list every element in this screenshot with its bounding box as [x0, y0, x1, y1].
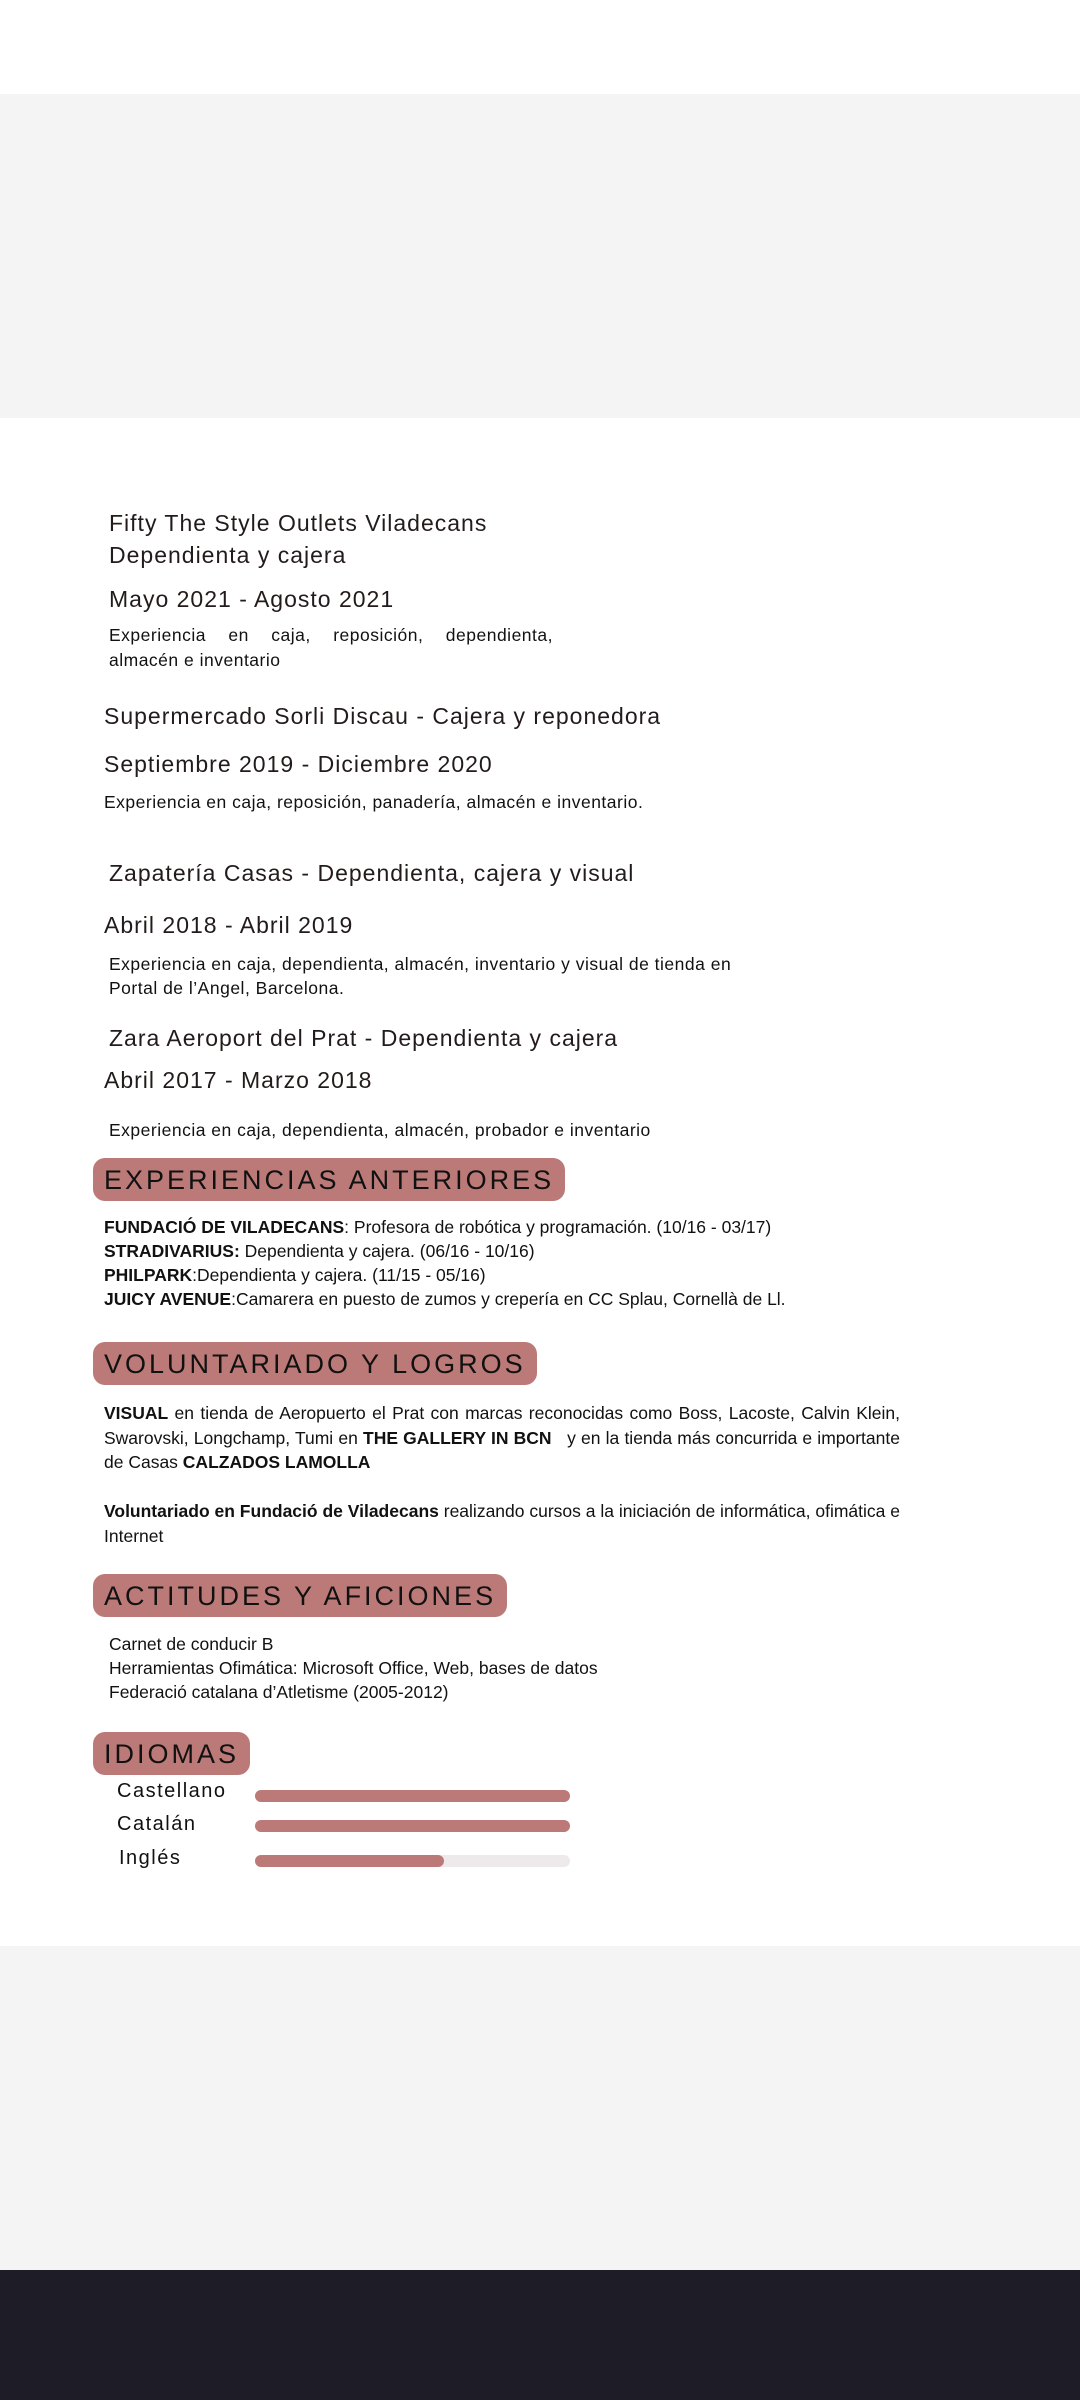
item-text: Camarera en puesto de zumos y crepería en CC Splau, Cornellà de Ll. [235, 1289, 786, 1309]
job-dates: Abril 2018 - Abril 2019 [104, 912, 354, 938]
job-dates: Abril 2017 - Marzo 2018 [104, 1067, 373, 1093]
company-name: JUICY AVENUE [104, 1289, 232, 1309]
job-description: Experiencia en caja, dependienta, almacén, inventario y visual de tienda en [109, 954, 732, 974]
language-level-bar [255, 1790, 570, 1802]
section-heading-volunteering: VOLUNTARIADO Y LOGROS [93, 1342, 537, 1385]
language-name: Castellano [117, 1780, 227, 1802]
page-gap-top [0, 94, 1080, 418]
language-level-fill [255, 1855, 444, 1867]
list-item: Carnet de conducir B [109, 1634, 274, 1654]
job-dates: Septiembre 2019 - Diciembre 2020 [104, 751, 493, 777]
language-level-fill [255, 1790, 570, 1802]
job-description: Experiencia en caja, dependienta, almacén, probador e inventario [109, 1120, 651, 1140]
list-item: Herramientas Ofimática: Microsoft Office, Web, bases de datos [109, 1658, 598, 1678]
language-level-bar [255, 1820, 570, 1832]
job-description-continued: Portal de l’Angel, Barcelona. [109, 978, 345, 998]
section-heading-languages: IDIOMAS [93, 1732, 250, 1775]
top-blank-area [0, 0, 1080, 94]
job-role: Dependienta y cajera [109, 542, 347, 568]
volunteering-paragraph: Voluntariado en Fundació de Viladecans realizando cursos a la iniciación de informática, ofimática e Internet [104, 1501, 900, 1546]
company-name: STRADIVARIUS: [104, 1241, 240, 1261]
job-dates: Mayo 2021 - Agosto 2021 [109, 586, 395, 612]
company-name: FUNDACIÓ DE VILADECANS [104, 1217, 345, 1237]
section-heading-attitudes: ACTITUDES Y AFICIONES [93, 1574, 507, 1617]
job-title: Zara Aeroport del Prat - Dependienta y cajera [109, 1025, 619, 1051]
language-level-fill [255, 1820, 570, 1832]
list-item: FUNDACIÓ DE VILADECANS: Profesora de robótica y programación. (10/16 - 03/17) [104, 1217, 772, 1237]
job-description: Experiencia en caja, reposición, dependienta, almacén e inventario [109, 625, 553, 670]
language-name: Inglés [119, 1847, 182, 1869]
list-item: Federació catalana d’Atletisme (2005-2012) [109, 1682, 449, 1702]
company-name: PHILPARK [104, 1265, 193, 1285]
job-title: Zapatería Casas - Dependienta, cajera y visual [109, 860, 635, 886]
attitudes-list [109, 1632, 598, 1704]
list-item: PHILPARK:Dependienta y cajera. (11/15 - 05/16) [104, 1265, 486, 1285]
volunteering-paragraph: VISUAL en tienda de Aeropuerto el Prat con marcas reconocidas como Boss, Lacoste, Calvin Klein, Swarovski, Longchamp, Tumi en THE GALLERY IN BCN y en la tienda más concurrida e importante de Casas CALZADOS LAMOLLA [104, 1403, 905, 1472]
section-heading-previous-experience: EXPERIENCIAS ANTERIORES [93, 1158, 565, 1201]
language-level-bar [255, 1855, 570, 1867]
bottom-bar [0, 2270, 1080, 2400]
list-item [104, 1239, 786, 1263]
job-title: Fifty The Style Outlets Viladecans [109, 510, 488, 536]
item-text: Profesora de robótica y programación. (10/16 - 03/17) [349, 1217, 772, 1237]
language-name: Catalán [117, 1813, 197, 1835]
job-description: Experiencia en caja, reposición, panadería, almacén e inventario. [104, 792, 644, 812]
list-item: JUICY AVENUE:Camarera en puesto de zumos y crepería en CC Splau, Cornellà de Ll. [104, 1289, 786, 1309]
item-text: Dependienta y cajera. (06/16 - 10/16) [239, 1241, 535, 1261]
page-gap-bottom [0, 1946, 1080, 2270]
previous-experience-list [104, 1215, 786, 1311]
item-text: Dependienta y cajera. (11/15 - 05/16) [197, 1265, 486, 1285]
job-title: Supermercado Sorli Discau - Cajera y reponedora [104, 703, 662, 729]
